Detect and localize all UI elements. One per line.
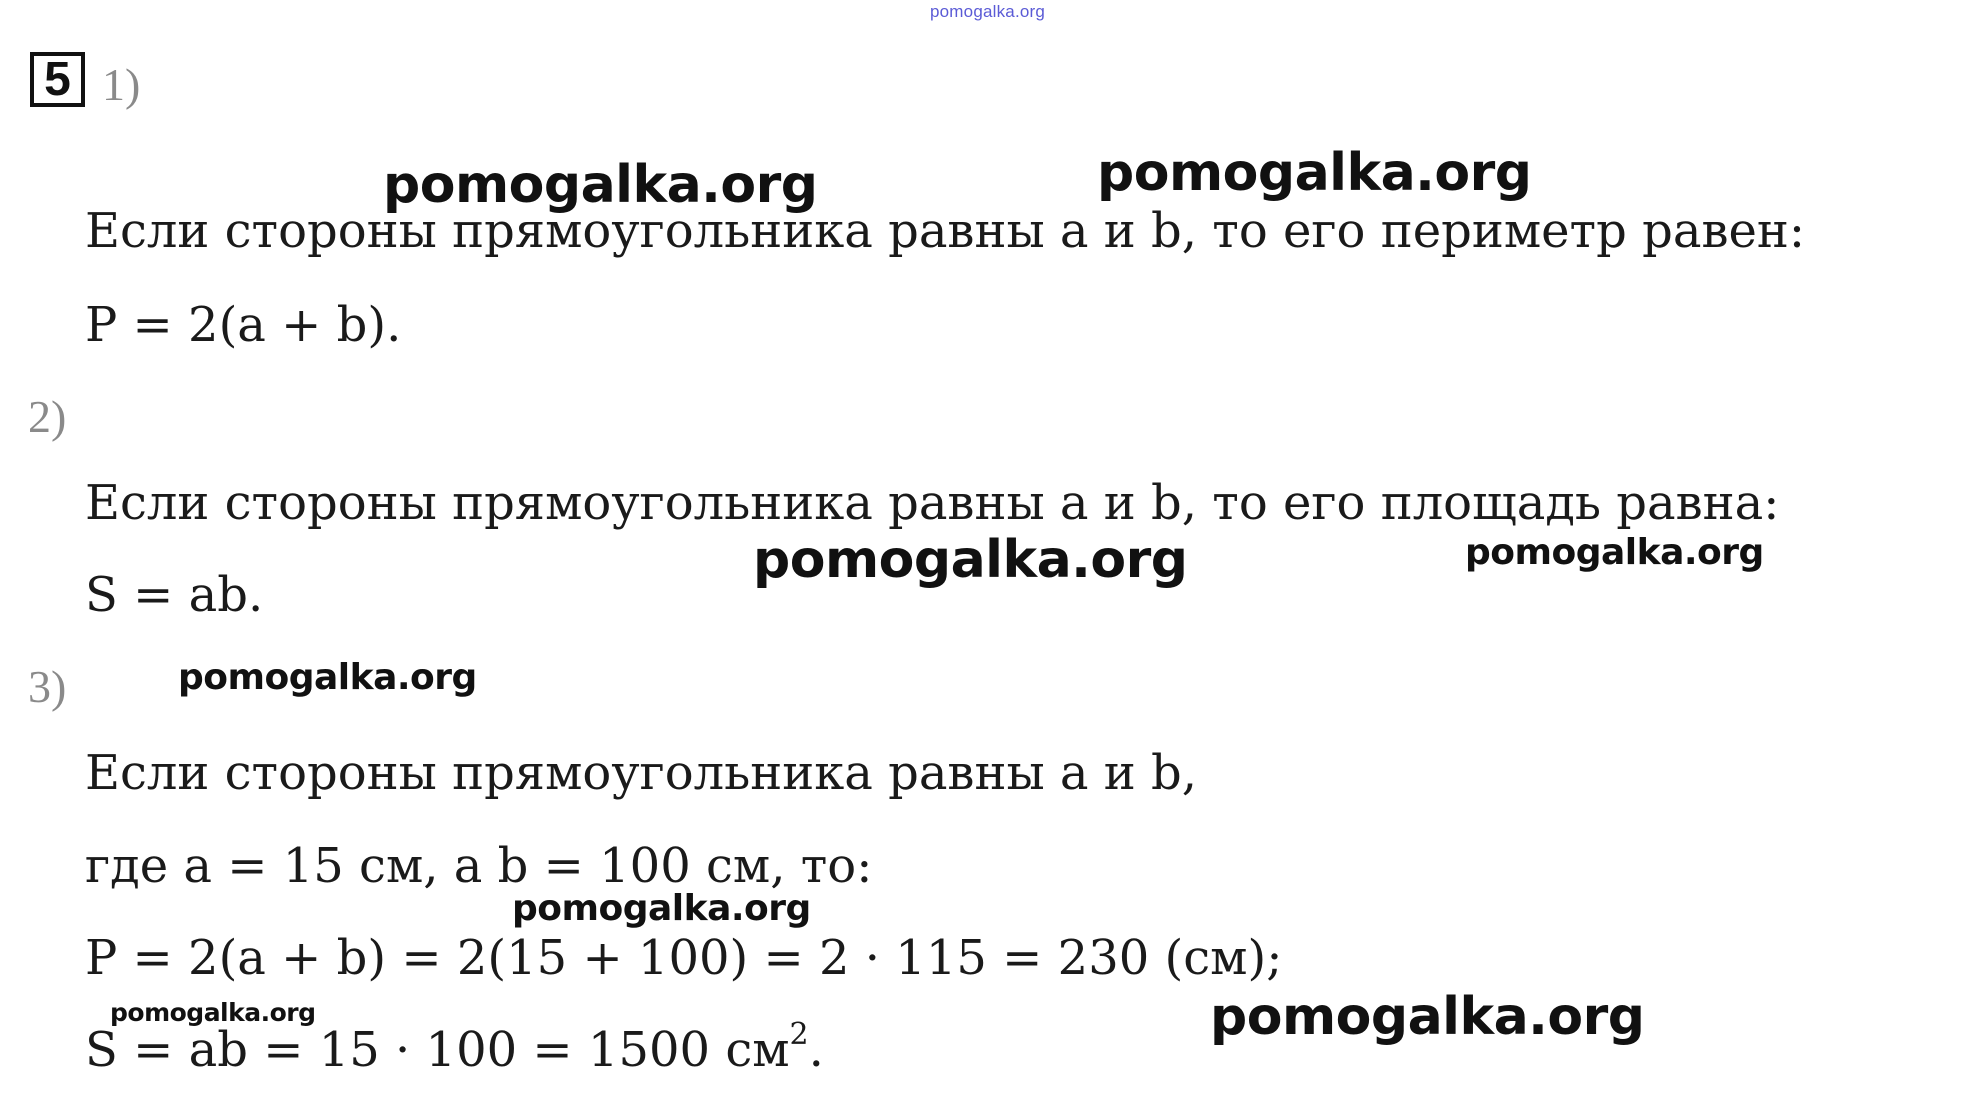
part-1-label: 1) — [102, 59, 141, 110]
watermark: pomogalka.org — [178, 657, 477, 698]
part-1-sentence: Если стороны прямоугольника равны a и b, то его периметр равен: — [85, 203, 1806, 259]
watermark: pomogalka.org — [1097, 143, 1532, 203]
watermark: pomogalka.org — [753, 530, 1188, 590]
watermark: pomogalka.org — [512, 888, 811, 929]
area-end: . — [808, 1022, 824, 1078]
part-3-perimeter: P = 2(a + b) = 2(15 + 100) = 2 · 115 = 230 (см); — [85, 930, 1283, 986]
part-1-formula: P = 2(a + b). — [85, 297, 402, 353]
part-3-area — [85, 1017, 824, 1078]
watermark: pomogalka.org — [1210, 987, 1645, 1047]
part-2-label: 2) — [28, 391, 67, 442]
part-3-sentence: Если стороны прямоугольника равны a и b, — [85, 745, 1198, 801]
watermark: pomogalka.org — [1465, 532, 1764, 573]
part-2-sentence: Если стороны прямоугольника равны a и b, то его площадь равна: — [85, 475, 1780, 531]
watermark: pomogalka.org — [110, 998, 316, 1027]
part-3-label: 3) — [28, 661, 67, 712]
watermark: pomogalka.org — [383, 155, 818, 215]
part-2-formula: S = ab. — [85, 567, 264, 623]
part-3-condition: где a = 15 см, а b = 100 см, то: — [85, 838, 873, 894]
top-watermark: pomogalka.org — [930, 2, 1046, 21]
area-exponent: 2 — [789, 1017, 809, 1052]
task-number-box: 5 — [30, 52, 85, 107]
area-text: S = ab = 15 · 100 = 1500 см — [85, 1022, 790, 1078]
